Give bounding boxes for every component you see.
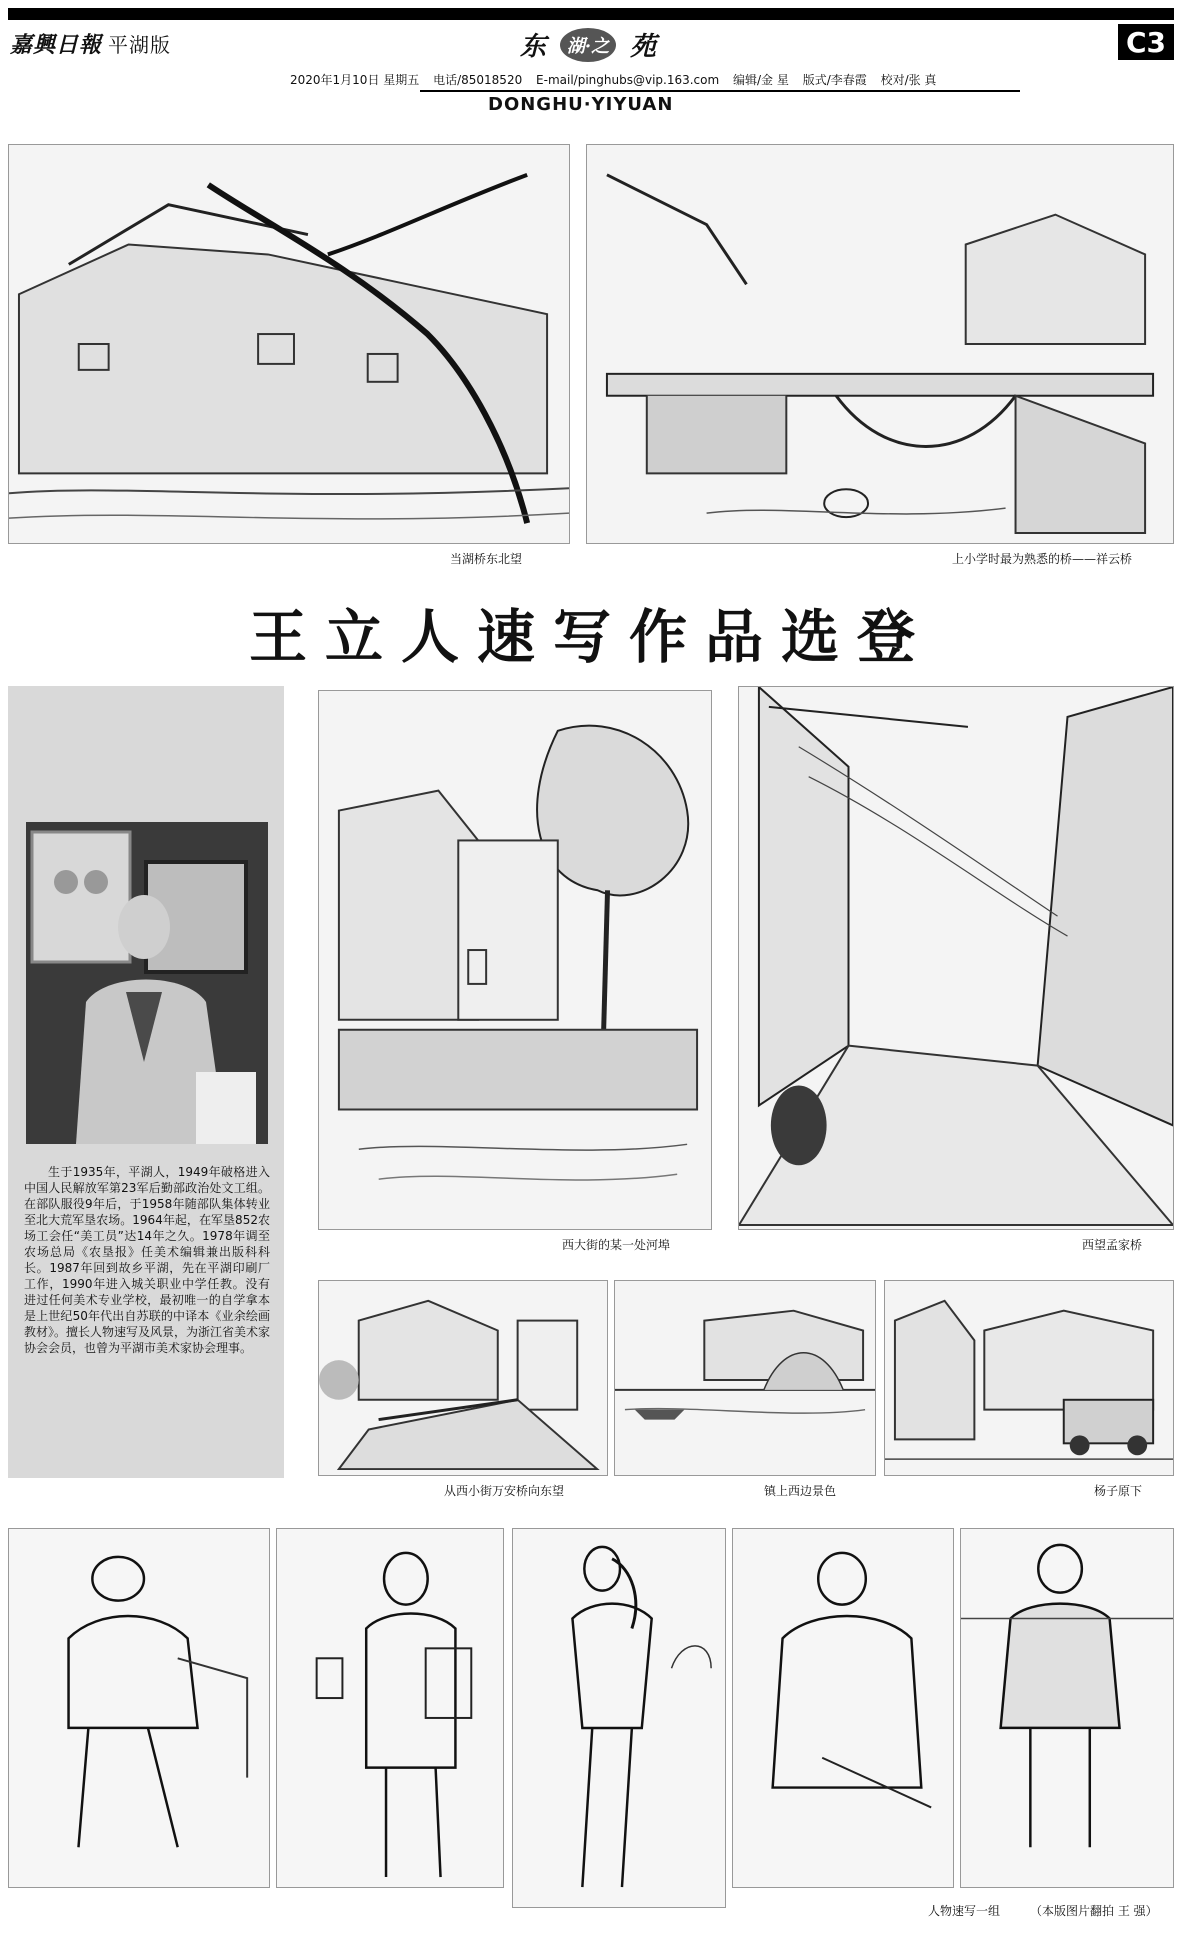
sketch-image-7 <box>884 1280 1174 1476</box>
section-logo-left: 东 <box>520 32 547 62</box>
email-address: E-mail/pinghubs@vip.163.com <box>536 73 720 87</box>
figure-sketch-1 <box>8 1528 270 1888</box>
masthead-divider <box>420 90 1020 92</box>
editor-credit: 编辑/金 星 <box>733 73 789 87</box>
section-logo-right: 苑 <box>630 32 657 62</box>
section-logo-disc: 湖·之 <box>560 28 616 62</box>
figure-sketch-2 <box>276 1528 504 1888</box>
page-headline: 王立人速写作品选登 <box>248 603 933 671</box>
caption-sketch-3: 西大街的某一处河埠 <box>562 1238 671 1252</box>
newspaper-logo <box>10 28 171 59</box>
proofreader-credit: 校对/张 真 <box>880 73 937 87</box>
caption-figures: 人物速写一组 <box>928 1904 1001 1918</box>
top-rule <box>8 8 1174 20</box>
photo-credit: （本版图片翻拍 王 强） <box>1030 1904 1158 1918</box>
issue-date: 2020年1月10日 星期五 <box>290 73 420 87</box>
section-english-title: DONGHU·YIYUAN <box>488 94 674 115</box>
phone-number: 电话/85018520 <box>433 73 523 87</box>
sketch-image-6 <box>614 1280 876 1476</box>
sketch-image-3 <box>318 690 712 1230</box>
caption-sketch-6: 镇上西边景色 <box>764 1484 837 1498</box>
edition-label: 平湖版 <box>108 33 172 57</box>
artist-bio-panel <box>8 686 284 1478</box>
section-logo <box>520 26 656 63</box>
caption-sketch-7: 杨子原下 <box>1094 1484 1143 1498</box>
sketch-image-2 <box>586 144 1174 544</box>
page-number-badge: C3 <box>1118 24 1174 60</box>
caption-sketch-5: 从西小街万安桥向东望 <box>444 1484 565 1498</box>
sketch-image-5 <box>318 1280 608 1476</box>
caption-sketch-1: 当湖桥东北望 <box>450 552 523 566</box>
issue-info-line <box>290 71 946 88</box>
artist-bio-text: 生于1935年，平湖人，1949年破格进入中国人民解放军第23军后勤部政治处文工组。在部队服役9年后，于1958年随部队集体转业至北大荒军垦农场。1964年起，在军垦852农场工会任“美工员”达14年之久。1978年调至农场总局《农垦报》任美术编辑兼出版科科长。1987年回到故乡平湖，先在平湖印刷厂工作，1990年进入城关职业中学任教。没有进过任何美术专业学校，最初唯一的自学拿本是上世纪50年代出自苏联的中译本《业余绘画教材》。擅长人物速写及风景，为浙江省美术家协会会员，也曾为平湖市美术家协会理事。 <box>24 1165 271 1355</box>
figure-sketch-3 <box>512 1528 726 1908</box>
caption-sketch-4: 西望孟家桥 <box>1082 1238 1143 1252</box>
artist-portrait <box>26 822 268 1144</box>
paper-name: 嘉興日報 <box>10 32 103 58</box>
layout-credit: 版式/李春霞 <box>802 73 867 87</box>
sketch-image-1 <box>8 144 570 544</box>
sketch-image-4 <box>738 686 1174 1230</box>
caption-sketch-2: 上小学时最为熟悉的桥——祥云桥 <box>952 552 1133 566</box>
figure-sketch-5 <box>960 1528 1174 1888</box>
figure-sketch-4 <box>732 1528 954 1888</box>
